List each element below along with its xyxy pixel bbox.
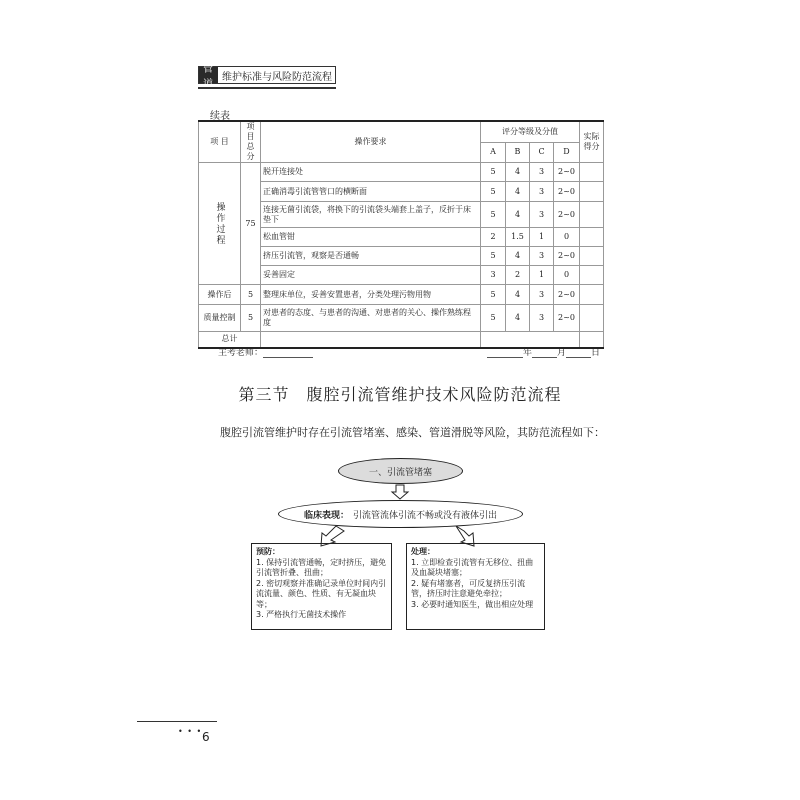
score-cell: 5 bbox=[481, 163, 506, 182]
score-cell: 4 bbox=[506, 202, 530, 228]
section-title: 第三节 腹腔引流管维护技术风险防范流程 bbox=[238, 385, 562, 404]
score-cell: 2 bbox=[506, 266, 530, 285]
treatment-item: 2. 疑有堵塞者，可反复挤压引流管，挤压时注意避免牵拉； bbox=[411, 578, 526, 598]
header-grade: 评分等级及分值 bbox=[481, 121, 580, 142]
grade-c: C bbox=[530, 142, 554, 162]
footer-rule bbox=[137, 721, 217, 722]
total-cell: 75 bbox=[241, 163, 261, 285]
day-label: 日 bbox=[591, 348, 601, 358]
score-cell: 2~0 bbox=[554, 285, 580, 305]
score-cell: 3 bbox=[530, 247, 554, 266]
requirement-cell: 整理床单位，妥善安置患者，分类处理污物用物 bbox=[261, 285, 481, 305]
score-cell: 0 bbox=[554, 228, 580, 247]
prevention-item: 1. 保持引流管通畅，定时挤压，避免引流管折叠、扭曲； bbox=[256, 557, 387, 577]
page-number: 6 bbox=[202, 730, 210, 744]
requirement-cell: 松血管钳 bbox=[261, 228, 481, 247]
requirement-cell: 妥善固定 bbox=[261, 266, 481, 285]
treatment-box bbox=[406, 543, 545, 630]
header-total: 项目总分 bbox=[241, 121, 261, 163]
score-cell: 4 bbox=[506, 285, 530, 305]
score-cell: 3 bbox=[530, 305, 554, 332]
score-cell: 4 bbox=[506, 182, 530, 202]
total-cell: 5 bbox=[241, 305, 261, 332]
score-cell: 2~0 bbox=[554, 182, 580, 202]
prevention-item: 3. 严格执行无菌技术操作 bbox=[256, 610, 347, 619]
score-cell: 5 bbox=[481, 182, 506, 202]
project-cell: 质量控制 bbox=[199, 305, 241, 332]
header-project: 项 目 bbox=[199, 121, 241, 163]
clinical-oval bbox=[278, 500, 523, 528]
score-cell: 3 bbox=[530, 202, 554, 228]
score-cell: 5 bbox=[481, 305, 506, 332]
header-tag: 管道 bbox=[199, 67, 218, 83]
project-cell: 操作后 bbox=[199, 285, 241, 305]
prevention-item: 2. 密切观察并准确记录单位时间内引流流量、颜色、性质、有无凝血块等； bbox=[256, 578, 387, 609]
score-cell: 1.5 bbox=[506, 228, 530, 247]
score-cell: 4 bbox=[506, 247, 530, 266]
score-cell: 4 bbox=[506, 163, 530, 182]
score-cell: 2~0 bbox=[554, 247, 580, 266]
score-cell: 3 bbox=[481, 266, 506, 285]
footer-dots: • • • bbox=[178, 727, 203, 736]
treatment-item: 1. 立即检查引流管有无移位、扭曲及血凝块堵塞； bbox=[411, 557, 534, 577]
prevention-box bbox=[251, 543, 392, 630]
total-cell: 5 bbox=[241, 285, 261, 305]
clinical-text: 引流管流体引流不畅或没有液体引出 bbox=[353, 510, 498, 521]
grade-b: B bbox=[506, 142, 530, 162]
clinical-label: 临床表现： bbox=[303, 510, 349, 521]
grade-a: A bbox=[481, 142, 506, 162]
score-cell: 5 bbox=[481, 285, 506, 305]
score-cell: 3 bbox=[530, 285, 554, 305]
score-cell: 2~0 bbox=[554, 202, 580, 228]
month-label: 月 bbox=[557, 348, 567, 358]
requirement-cell: 挤压引流管，观察是否通畅 bbox=[261, 247, 481, 266]
header-requirement: 操作要求 bbox=[261, 121, 481, 163]
score-cell: 0 bbox=[554, 266, 580, 285]
score-cell: 1 bbox=[530, 266, 554, 285]
arrow-down-icon bbox=[392, 485, 408, 499]
grade-d: D bbox=[554, 142, 580, 162]
project-cell: 操作过程 bbox=[199, 163, 241, 285]
score-cell: 4 bbox=[506, 305, 530, 332]
treatment-item: 3. 必要时通知医生，做出相应处理 bbox=[411, 599, 534, 609]
score-cell: 1 bbox=[530, 228, 554, 247]
header-actual: 实际得分 bbox=[580, 121, 604, 163]
score-cell: 2~0 bbox=[554, 163, 580, 182]
requirement-cell: 对患者的态度、与患者的沟通、对患者的关心、操作熟练程度 bbox=[261, 305, 481, 332]
score-cell: 5 bbox=[481, 247, 506, 266]
risk-oval: 一、引流管堵塞 bbox=[338, 458, 463, 484]
treatment-title: 处理： bbox=[411, 547, 435, 556]
score-cell: 2 bbox=[481, 228, 506, 247]
score-cell: 5 bbox=[481, 202, 506, 228]
prevention-title: 预防： bbox=[256, 547, 280, 556]
examiner-label: 主考老师： bbox=[218, 348, 264, 358]
intro-paragraph: 腹腔引流管维护时存在引流管堵塞、感染、管道滑脱等风险，其防范流程如下： bbox=[220, 426, 605, 439]
requirement-cell: 正确消毒引流管管口的横断面 bbox=[261, 182, 481, 202]
score-cell: 3 bbox=[530, 182, 554, 202]
year-label: 年 bbox=[523, 348, 533, 358]
score-cell: 3 bbox=[530, 163, 554, 182]
requirement-cell: 连接无菌引流袋，将换下的引流袋头端套上盖子，反折于床垫下 bbox=[261, 202, 481, 228]
header-title: 维护标准与风险防范流程 bbox=[222, 71, 332, 83]
continued-label: 续表 bbox=[210, 111, 230, 122]
total-label: 总计 bbox=[199, 332, 261, 348]
requirement-cell: 脱开连接处 bbox=[261, 163, 481, 182]
score-cell: 2~0 bbox=[554, 305, 580, 332]
